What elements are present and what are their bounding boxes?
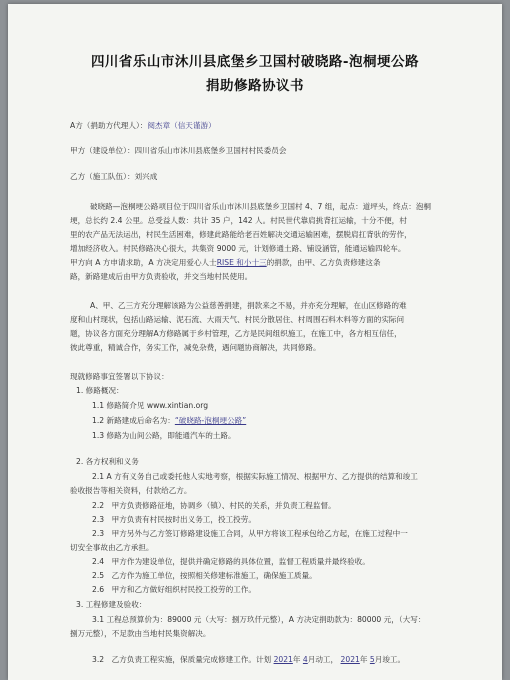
party-a-value: 阅杰章（信天谨游） [147,121,216,130]
section2-item: 2.2 甲方负责修路征地，协调乡（镇）、村民的关系，并负责工程监督。 [92,501,336,510]
party-a [70,121,216,131]
section2-item: 切安全事故由乙方承担。 [70,543,154,552]
section2-item: 2.3 甲方另外与乙方签订修路建设施工合同，从甲方将该工程承包给乙方起，在施工过程中一 [92,529,408,538]
donor-names: RISE 和小十三 [216,258,267,267]
para1-text: 的捐款，由甲、乙方负责修建这条 [266,258,381,267]
end-suffix: 月竣工。 [374,655,406,664]
party-b-value: 四川省乐山市沐川县底堡乡卫国村村民委员会 [134,146,287,155]
section1-label: 1.2 新路建成后命名为： [92,416,175,425]
para1-line: 破晓路—泡桐埂公路项目位于四川省乐山市沐川县底堡乡卫国村 4、7 组，起点：道坪头，终点：泡桐 [90,202,432,211]
year-suffix: 年 [292,655,301,664]
para2-line: 度和山村现状，包括山路运输、泥石流、大雨天气、村民分散居住、村周围石料木料等方面的实际问 [70,315,405,324]
party-c-label: 乙方（施工队伍）： [70,172,135,181]
start-month: 4 [302,655,308,664]
document-title: 四川省乐山市沐川县底堡乡卫国村破晓路-泡桐埂公路 [90,54,420,70]
party-a-label: A方（捐助方代理人）： [70,121,148,130]
section3-title: 3. 工程修建及验收： [76,600,147,609]
section1-item: 1.3 修路为山间公路，即能通汽车的土路。 [92,431,236,440]
section1-item [92,416,246,426]
para1-line [70,258,381,268]
party-c-value: 刘兴成 [134,172,158,181]
road-name: “破晓路-泡桐埂公路” [174,416,247,425]
start-year: 2021 [273,655,293,664]
para2-line: 题，协议各方面充分理解A方修路属于乡村管理，乙方是民间组织施工，在施工中，各方相互信任， [70,329,402,338]
para1-line: 里的农产品无法运出，村民生活困难，修建此路能给老百姓解决交通运输困难，摆脱肩扛背驮的劳作， [70,230,412,239]
para1-line: 增加经济收入。村民修路决心很大，共集资 9000 元，计划修通土路、铺设涵管，能通运输四轮车。 [70,244,406,253]
section2-item: 2.3 甲方负责有村民按时出义务工，投工投劳。 [92,515,256,524]
section2-item: 验收报告等相关资料，付款给乙方。 [70,486,192,495]
intro-line: 现就修路事宜签署以下协议： [70,372,169,381]
section1-item: 1.1 修路简介见 www.xintian.org [92,401,209,410]
section1-title: 1. 修路概况： [76,386,124,395]
schedule-prefix: 3.2 乙方负责工程实施，保质量完成修建工作。计划 [92,655,272,664]
section2-item: 2.4 甲方作为建设单位，提供并确定修路的具体位置，监督工程质量并最终验收。 [92,557,370,566]
start-suffix: 月动工， [307,655,339,664]
para1-text: 甲方向 A 方申请求助，A 方决定用爱心人士 [70,258,217,267]
section2-item: 2.6 甲方和乙方做好组织村民投工投劳的工作。 [92,585,256,594]
section2-title: 2. 各方权利和义务 [76,457,139,466]
section3-item: 3.1 工程总预算价为：89000 元（大写：捌万玖仟元整），A 方决定捐助款为：80000 元，（大写： [92,615,426,624]
document-subtitle: 捐助修路协议书 [206,78,304,94]
section3-item: 捌万元整），不足款由当地村民集资解决。 [70,629,211,638]
party-b-label: 甲方（建设单位）： [70,146,135,155]
end-month: 5 [369,655,375,664]
party-b [70,146,286,156]
section2-item: 2.1 A 方有义务自己或委托他人实地考察，根据实际施工情况、根据甲方、乙方提供的结算和竣工 [92,472,418,481]
para1-line: 埂，总长约 2.4 公里。总受益人数：共计 35 户，142 人。村民世代靠肩挑背扛运输，十分不便，村 [70,216,407,225]
year-suffix: 年 [359,655,368,664]
para2-line: 彼此尊重，精诚合作，务实工作，减免杂费，遇问题协商解决，共同修路。 [70,343,321,352]
para2-line: A、甲、乙三方充分理解该路为公益慈善捐建，捐款来之不易，并亦充分理解，在山区修路的难 [90,301,407,310]
schedule-line [92,655,405,665]
para1-line: 路，新路建成后由甲方负责验收，并交当地村民使用。 [70,272,253,281]
end-year: 2021 [340,655,360,664]
section2-item: 2.5 乙方作为施工单位，按照相关修建标准施工，确保施工质量。 [92,571,317,580]
agreement-document [8,4,502,680]
party-c [70,172,157,182]
